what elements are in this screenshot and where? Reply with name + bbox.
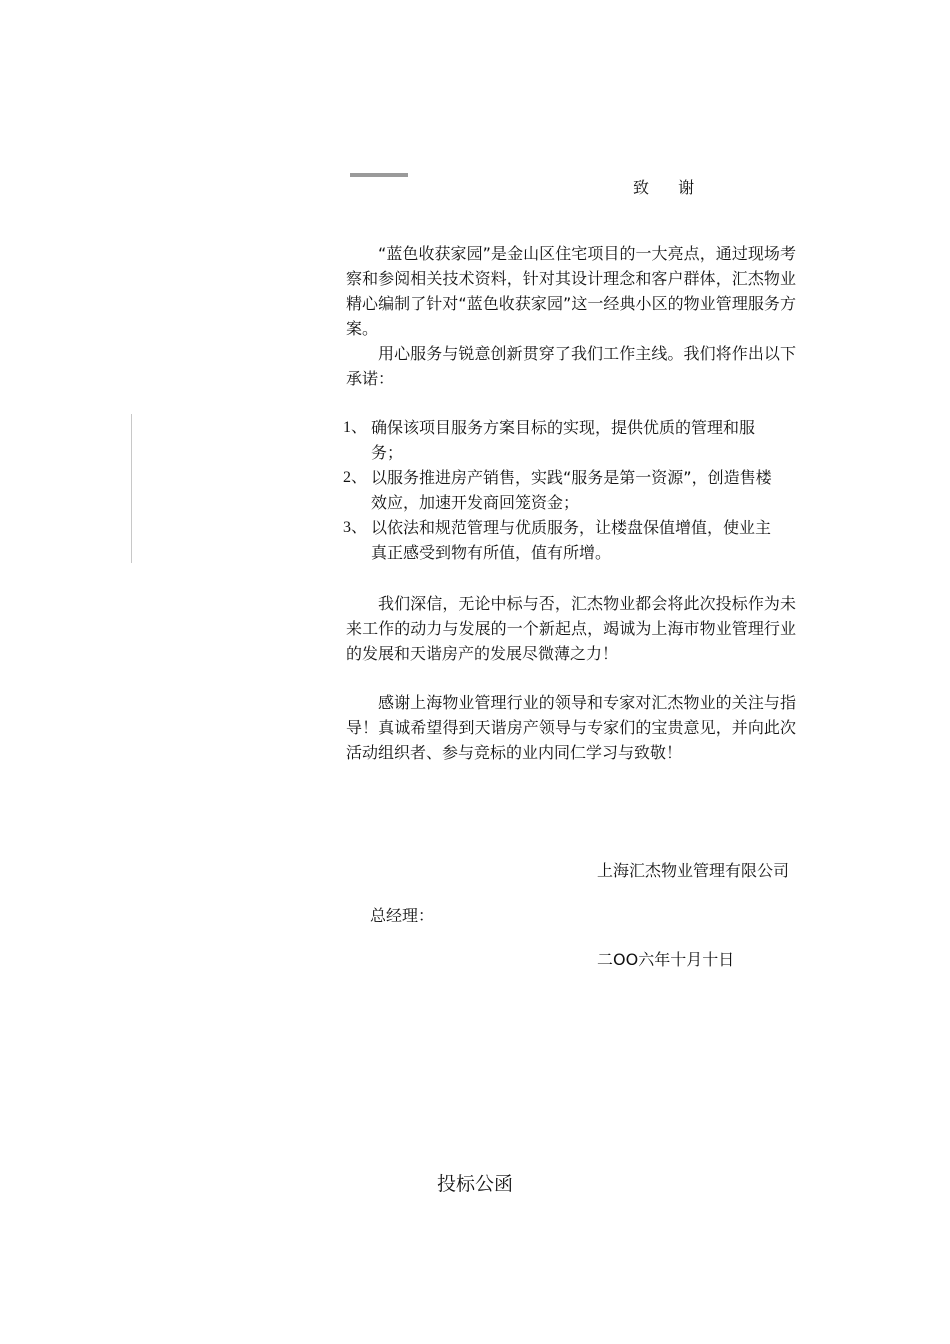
letter-title: 致 谢: [633, 178, 707, 197]
promise-item: [343, 515, 783, 565]
decorative-top-rule: [350, 173, 408, 177]
thanks-paragraph: 感谢上海物业管理行业的领导和专家对汇杰物业的关注与指导！真诚希望得到天谐房产领导与专家们的宝贵意见，并向此次活动组织者、参与竞标的业内同仁学习与致敬！: [346, 693, 796, 762]
promise-item: [343, 415, 783, 465]
thanks-section: [346, 690, 796, 765]
intro-paragraph: “蓝色收获家园”是金山区住宅项目的一大亮点，通过现场考察和参阅相关技术资料，针对其设计理念和客户群体，汇杰物业精心编制了针对“蓝色收获家园”这一经典小区的物业管理服务方案。: [346, 244, 796, 338]
belief-section: [346, 591, 796, 666]
decorative-side-rule: [131, 414, 132, 563]
promise-text: 以服务推进房产销售，实践“服务是第一资源”，创造售楼效应，加速开发商回笼资金；: [371, 468, 772, 512]
promise-text: 确保该项目服务方案目标的实现，提供优质的管理和服务；: [371, 418, 756, 462]
next-section-title: 投标公函: [437, 1173, 514, 1195]
commitment-lead-paragraph: 用心服务与锐意创新贯穿了我们工作主线。我们将作出以下承诺：: [346, 344, 796, 388]
promise-number: 3、: [343, 519, 368, 536]
promise-number: 2、: [343, 469, 368, 486]
promise-number: 1、: [343, 419, 368, 436]
promise-list: [343, 415, 783, 565]
company-signature: 上海汇杰物业管理有限公司: [597, 861, 790, 880]
general-manager-label: 总经理：: [370, 906, 435, 925]
promise-item: [343, 465, 783, 515]
belief-paragraph: 我们深信，无论中标与否，汇杰物业都会将此次投标作为未来工作的动力与发展的一个新起点，竭诚为上海市物业管理行业的发展和天谐房产的发展尽微薄之力！: [346, 594, 796, 663]
letter-date: 二OO六年十月十日: [597, 950, 735, 969]
promise-text: 以依法和规范管理与优质服务，让楼盘保值增值，使业主真正感受到物有所值，值有所增。: [371, 518, 772, 562]
intro-section: [346, 241, 796, 391]
